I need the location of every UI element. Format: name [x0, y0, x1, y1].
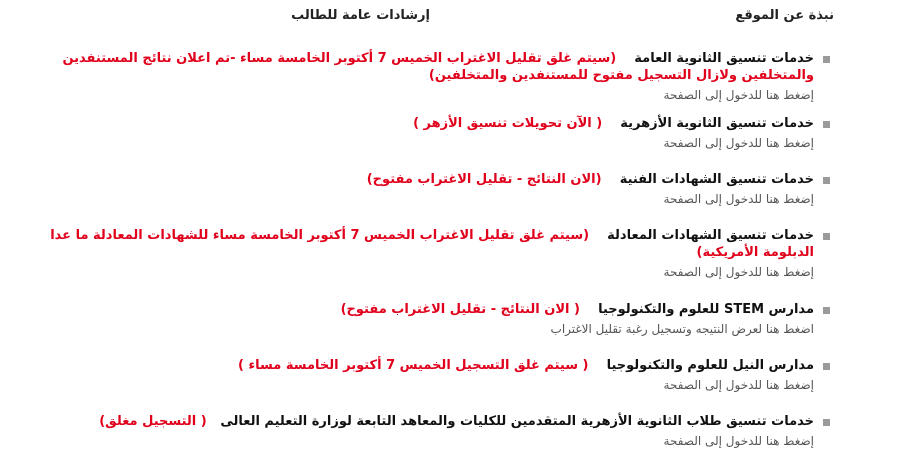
square-bullet-icon [823, 363, 830, 370]
service-title[interactable]: مدارس STEM للعلوم والتكنولوجيا [598, 302, 814, 317]
service-item-general-secondary [5, 50, 830, 103]
service-status: (سيتم غلق تقليل الاغتراب الخميس 7 أكتوبر الخامسة مساء للشهادات المعادلة ما عدا الدبلومة الأمريكية) [50, 228, 814, 260]
service-item-equivalent-certificates [5, 227, 830, 280]
square-bullet-icon [823, 177, 830, 184]
square-bullet-icon [823, 419, 830, 426]
service-enter-link[interactable]: إضغط هنا للدخول إلى الصفحة [663, 265, 814, 279]
service-item-stem-schools [5, 301, 830, 337]
service-heading [5, 301, 814, 318]
service-status: (سيتم غلق تقليل الاغتراب الخميس 7 أكتوبر الخامسة مساء -تم اعلان نتائج المستنفدين والمتخلفين ولازال التسجيل مفتوح للمستنفدين والمتخلفين) [62, 51, 814, 83]
service-heading [5, 413, 814, 430]
service-title[interactable]: خدمات تنسيق الشهادات الفنية [619, 172, 814, 187]
service-status: ( التسجيل مغلق) [99, 414, 207, 429]
top-nav [0, 8, 908, 28]
service-title[interactable]: مدارس النيل للعلوم والتكنولوجيا [606, 358, 814, 373]
service-title[interactable]: خدمات تنسيق الثانوية العامة [634, 51, 814, 66]
service-heading [5, 357, 814, 374]
service-heading [5, 227, 814, 261]
service-results-link[interactable]: اضغط هنا لعرض النتيجه وتسجيل رغبة تقليل الاغتراب [550, 322, 814, 336]
service-heading [5, 50, 814, 84]
services-list [5, 50, 830, 449]
service-status: ( الان النتائج - تقليل الاغتراب مفتوح) [340, 302, 580, 317]
nav-student-guidance-link[interactable]: إرشادات عامة للطالب [291, 8, 430, 23]
service-enter-link[interactable]: إضغط هنا للدخول إلى الصفحة [663, 192, 814, 206]
nav-about-site-link[interactable]: نبذة عن الموقع [735, 8, 834, 23]
service-item-azhar-secondary [5, 115, 830, 151]
service-item-technical-certificates [5, 171, 830, 207]
square-bullet-icon [823, 307, 830, 314]
service-heading [5, 171, 814, 188]
service-enter-link[interactable]: إضغط هنا للدخول إلى الصفحة [663, 378, 814, 392]
square-bullet-icon [823, 56, 830, 63]
service-enter-link[interactable]: إضغط هنا للدخول إلى الصفحة [663, 434, 814, 448]
service-enter-link[interactable]: إضغط هنا للدخول إلى الصفحة [663, 136, 814, 150]
service-status: ( سيتم غلق التسجيل الخميس 7 أكتوبر الخامسة مساء ) [238, 358, 589, 373]
square-bullet-icon [823, 233, 830, 240]
service-heading [5, 115, 814, 132]
service-item-azhar-higher-education [5, 413, 830, 449]
service-title[interactable]: خدمات تنسيق الشهادات المعادلة [607, 228, 814, 243]
service-status: ( الآن تحويلات تنسيق الأزهر ) [413, 116, 603, 131]
service-status: (الان النتائج - تقليل الاغتراب مفتوح) [366, 172, 602, 187]
service-enter-link[interactable]: إضغط هنا للدخول إلى الصفحة [663, 88, 814, 102]
service-title[interactable]: خدمات تنسيق الثانوية الأزهرية [620, 116, 814, 131]
service-item-nile-schools [5, 357, 830, 393]
service-title[interactable]: خدمات تنسيق طلاب الثانوية الأزهرية المتقدمين للكليات والمعاهد التابعة لوزارة التعليم العالى [220, 414, 814, 429]
square-bullet-icon [823, 121, 830, 128]
